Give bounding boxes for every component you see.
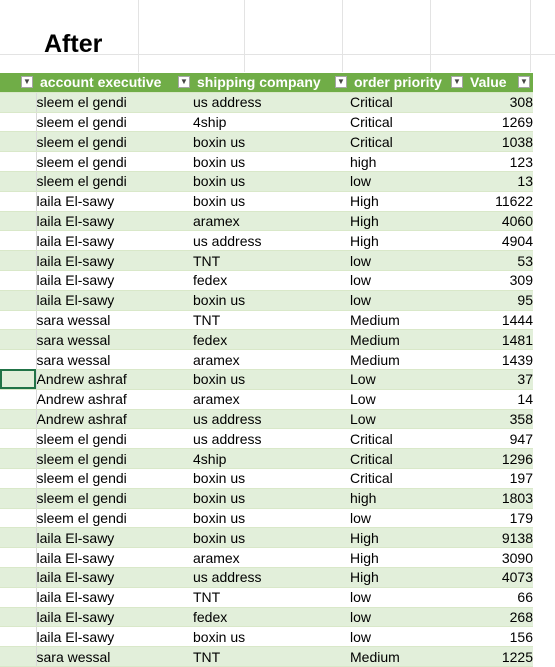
row-stub-cell[interactable] — [0, 191, 36, 211]
cell-value[interactable]: 66 — [466, 587, 533, 607]
cell-shipping-company[interactable]: us address — [193, 231, 350, 251]
filter-dropdown-icon[interactable]: ▼ — [451, 76, 463, 88]
cell-order-priority[interactable]: High — [350, 191, 466, 211]
cell-order-priority[interactable]: High — [350, 211, 466, 231]
cell-account-executive[interactable]: sleem el gendi — [36, 488, 193, 508]
table-row — [0, 132, 533, 152]
cell-shipping-company[interactable]: fedex — [193, 270, 350, 290]
cell-account-executive[interactable]: sara wessal — [36, 330, 193, 350]
table-row — [0, 607, 533, 627]
table-row — [0, 449, 533, 469]
filter-dropdown-icon[interactable]: ▼ — [518, 76, 530, 88]
row-stub-cell[interactable] — [0, 429, 36, 449]
row-stub-cell[interactable] — [0, 567, 36, 587]
active-cell[interactable] — [0, 369, 36, 389]
cell-value[interactable]: 1439 — [466, 350, 533, 370]
cell-order-priority[interactable]: low — [350, 290, 466, 310]
table-row — [0, 251, 533, 271]
cell-shipping-company[interactable]: fedex — [193, 607, 350, 627]
gridline — [530, 0, 531, 72]
table-row — [0, 508, 533, 528]
cell-shipping-company[interactable]: boxin us — [193, 488, 350, 508]
table-row — [0, 290, 533, 310]
data-table — [0, 73, 533, 667]
row-stub-cell[interactable] — [0, 310, 36, 330]
sheet-edge — [534, 73, 555, 646]
row-stub-cell[interactable] — [0, 548, 36, 568]
cell-value[interactable]: 3090 — [466, 548, 533, 568]
row-stub-cell[interactable] — [0, 211, 36, 231]
cell-value[interactable]: 947 — [466, 429, 533, 449]
header-shipping-company[interactable]: shipping company ▼ — [193, 73, 350, 92]
cell-shipping-company[interactable]: TNT — [193, 647, 350, 667]
cell-order-priority[interactable]: Critical — [350, 112, 466, 132]
cell-order-priority[interactable]: low — [350, 627, 466, 647]
table-row — [0, 647, 533, 667]
cell-account-executive[interactable]: laila El-sawy — [36, 191, 193, 211]
gridline — [138, 0, 139, 72]
row-stub-cell[interactable] — [0, 112, 36, 132]
cell-order-priority[interactable]: high — [350, 488, 466, 508]
gridline — [342, 0, 343, 72]
row-stub-cell[interactable] — [0, 350, 36, 370]
cell-shipping-company[interactable]: boxin us — [193, 508, 350, 528]
cell-value[interactable]: 11622 — [466, 191, 533, 211]
table-row — [0, 627, 533, 647]
cell-value[interactable]: 4073 — [466, 567, 533, 587]
cell-account-executive[interactable]: laila El-sawy — [36, 270, 193, 290]
cell-value[interactable]: 1296 — [466, 449, 533, 469]
cell-value[interactable]: 95 — [466, 290, 533, 310]
table-row — [0, 92, 533, 112]
cell-account-executive[interactable]: laila El-sawy — [36, 567, 193, 587]
table-row — [0, 171, 533, 191]
cell-shipping-company[interactable]: TNT — [193, 587, 350, 607]
cell-shipping-company[interactable]: boxin us — [193, 290, 350, 310]
table-row — [0, 468, 533, 488]
cell-order-priority[interactable]: Medium — [350, 330, 466, 350]
cell-order-priority[interactable]: low — [350, 171, 466, 191]
cell-account-executive[interactable]: laila El-sawy — [36, 587, 193, 607]
cell-account-executive[interactable]: sleem el gendi — [36, 132, 193, 152]
cell-shipping-company[interactable]: boxin us — [193, 152, 350, 172]
cell-order-priority[interactable]: Low — [350, 369, 466, 389]
cell-value[interactable]: 156 — [466, 627, 533, 647]
cell-value[interactable]: 309 — [466, 270, 533, 290]
cell-shipping-company[interactable]: TNT — [193, 310, 350, 330]
header-value[interactable]: Value ▼ — [466, 73, 533, 92]
row-stub-cell[interactable] — [0, 251, 36, 271]
cell-order-priority[interactable]: Low — [350, 389, 466, 409]
cell-shipping-company[interactable]: 4ship — [193, 112, 350, 132]
gridline — [430, 0, 431, 72]
filter-dropdown-icon[interactable]: ▼ — [335, 76, 347, 88]
cell-account-executive[interactable]: sara wessal — [36, 350, 193, 370]
table-row — [0, 270, 533, 290]
table-row — [0, 350, 533, 370]
row-stub-cell[interactable] — [0, 647, 36, 667]
cell-shipping-company[interactable]: boxin us — [193, 627, 350, 647]
table-row — [0, 429, 533, 449]
cell-account-executive[interactable]: sleem el gendi — [36, 152, 193, 172]
row-stub-cell[interactable] — [0, 152, 36, 172]
row-stub-cell[interactable] — [0, 132, 36, 152]
table-row — [0, 191, 533, 211]
cell-shipping-company[interactable]: boxin us — [193, 191, 350, 211]
row-stub-cell[interactable] — [0, 389, 36, 409]
cell-account-executive[interactable]: laila El-sawy — [36, 290, 193, 310]
header-row — [0, 73, 533, 92]
cell-order-priority[interactable]: Critical — [350, 132, 466, 152]
cell-account-executive[interactable]: Andrew ashraf — [36, 389, 193, 409]
cell-account-executive[interactable]: sleem el gendi — [36, 429, 193, 449]
cell-account-executive[interactable]: laila El-sawy — [36, 231, 193, 251]
cell-account-executive[interactable]: laila El-sawy — [36, 607, 193, 627]
header-cell-blank[interactable] — [0, 73, 36, 92]
cell-order-priority[interactable]: Critical — [350, 468, 466, 488]
cell-order-priority[interactable]: High — [350, 231, 466, 251]
row-stub-cell[interactable] — [0, 231, 36, 251]
table-row — [0, 587, 533, 607]
table-row — [0, 528, 533, 548]
cell-account-executive[interactable]: laila El-sawy — [36, 528, 193, 548]
table-row — [0, 330, 533, 350]
row-stub-cell[interactable] — [0, 508, 36, 528]
row-stub-cell[interactable] — [0, 171, 36, 191]
cell-value[interactable]: 1269 — [466, 112, 533, 132]
cell-value[interactable]: 14 — [466, 389, 533, 409]
cell-shipping-company[interactable]: boxin us — [193, 369, 350, 389]
cell-order-priority[interactable]: High — [350, 528, 466, 548]
cell-value[interactable]: 4904 — [466, 231, 533, 251]
row-stub-cell[interactable] — [0, 587, 36, 607]
header-order-priority[interactable]: order priority ▼ — [350, 73, 466, 92]
table-row — [0, 211, 533, 231]
cell-order-priority[interactable]: High — [350, 567, 466, 587]
cell-value[interactable]: 123 — [466, 152, 533, 172]
cell-shipping-company[interactable]: boxin us — [193, 528, 350, 548]
cell-order-priority[interactable]: Medium — [350, 310, 466, 330]
cell-account-executive[interactable]: laila El-sawy — [36, 627, 193, 647]
cell-account-executive[interactable]: sleem el gendi — [36, 92, 193, 112]
filter-dropdown-icon[interactable]: ▼ — [21, 76, 33, 88]
row-stub-cell[interactable] — [0, 607, 36, 627]
cell-value[interactable]: 1803 — [466, 488, 533, 508]
cell-order-priority[interactable]: low — [350, 508, 466, 528]
cell-shipping-company[interactable]: aramex — [193, 548, 350, 568]
cell-value[interactable]: 1481 — [466, 330, 533, 350]
cell-account-executive[interactable]: sara wessal — [36, 310, 193, 330]
row-stub-cell[interactable] — [0, 290, 36, 310]
row-stub-cell[interactable] — [0, 409, 36, 429]
cell-order-priority[interactable]: low — [350, 251, 466, 271]
table-row — [0, 488, 533, 508]
cell-value[interactable]: 197 — [466, 468, 533, 488]
cell-order-priority[interactable]: Critical — [350, 92, 466, 112]
table-row — [0, 409, 533, 429]
cell-account-executive[interactable]: sleem el gendi — [36, 449, 193, 469]
cell-account-executive[interactable]: laila El-sawy — [36, 211, 193, 231]
table-row — [0, 112, 533, 132]
cell-value[interactable]: 4060 — [466, 211, 533, 231]
row-stub-cell[interactable] — [0, 528, 36, 548]
cell-shipping-company[interactable]: aramex — [193, 350, 350, 370]
table-row — [0, 310, 533, 330]
cell-shipping-company[interactable]: fedex — [193, 330, 350, 350]
cell-value[interactable]: 53 — [466, 251, 533, 271]
cell-account-executive[interactable]: laila El-sawy — [36, 251, 193, 271]
cell-value[interactable]: 358 — [466, 409, 533, 429]
cell-value[interactable]: 1038 — [466, 132, 533, 152]
row-stub-cell[interactable] — [0, 627, 36, 647]
cell-shipping-company[interactable]: us address — [193, 409, 350, 429]
cell-account-executive[interactable]: Andrew ashraf — [36, 409, 193, 429]
cell-value[interactable]: 1444 — [466, 310, 533, 330]
row-stub-cell[interactable] — [0, 449, 36, 469]
cell-shipping-company[interactable]: us address — [193, 92, 350, 112]
cell-account-executive[interactable]: sleem el gendi — [36, 112, 193, 132]
row-stub-cell[interactable] — [0, 488, 36, 508]
table-row — [0, 231, 533, 251]
cell-shipping-company[interactable]: boxin us — [193, 132, 350, 152]
cell-order-priority[interactable]: high — [350, 152, 466, 172]
cell-account-executive[interactable]: sleem el gendi — [36, 468, 193, 488]
cell-account-executive[interactable]: sleem el gendi — [36, 508, 193, 528]
row-stub-cell[interactable] — [0, 330, 36, 350]
cell-value[interactable]: 179 — [466, 508, 533, 528]
cell-order-priority[interactable]: Critical — [350, 429, 466, 449]
cell-shipping-company[interactable]: aramex — [193, 389, 350, 409]
table-row — [0, 567, 533, 587]
sheet-title: After — [44, 30, 103, 58]
filter-dropdown-icon[interactable]: ▼ — [178, 76, 190, 88]
cell-account-executive[interactable]: sara wessal — [36, 647, 193, 667]
cell-value[interactable]: 9138 — [466, 528, 533, 548]
cell-order-priority[interactable]: Critical — [350, 449, 466, 469]
header-account-executive[interactable]: account executive ▼ — [36, 73, 193, 92]
table-row — [0, 369, 533, 389]
cell-account-executive[interactable]: laila El-sawy — [36, 548, 193, 568]
cell-shipping-company[interactable]: us address — [193, 567, 350, 587]
row-stub-cell[interactable] — [0, 92, 36, 112]
cell-order-priority[interactable]: Low — [350, 409, 466, 429]
row-stub-cell[interactable] — [0, 270, 36, 290]
gridline — [244, 0, 245, 72]
cell-account-executive[interactable]: Andrew ashraf — [36, 369, 193, 389]
cell-account-executive[interactable]: sleem el gendi — [36, 171, 193, 191]
cell-shipping-company[interactable]: aramex — [193, 211, 350, 231]
cell-shipping-company[interactable]: boxin us — [193, 171, 350, 191]
table-row — [0, 389, 533, 409]
cell-order-priority[interactable]: High — [350, 548, 466, 568]
table-row — [0, 548, 533, 568]
row-stub-cell[interactable] — [0, 468, 36, 488]
table-row — [0, 152, 533, 172]
cell-order-priority[interactable]: Medium — [350, 647, 466, 667]
cell-value[interactable]: 1225 — [466, 647, 533, 667]
cell-shipping-company[interactable]: us address — [193, 429, 350, 449]
cell-value[interactable]: 13 — [466, 171, 533, 191]
cell-order-priority[interactable]: low — [350, 270, 466, 290]
cell-value[interactable]: 37 — [466, 369, 533, 389]
cell-value[interactable]: 268 — [466, 607, 533, 627]
cell-shipping-company[interactable]: TNT — [193, 251, 350, 271]
cell-shipping-company[interactable]: boxin us — [193, 468, 350, 488]
cell-order-priority[interactable]: Medium — [350, 350, 466, 370]
cell-order-priority[interactable]: low — [350, 607, 466, 627]
cell-value[interactable]: 308 — [466, 92, 533, 112]
cell-order-priority[interactable]: low — [350, 587, 466, 607]
cell-shipping-company[interactable]: 4ship — [193, 449, 350, 469]
